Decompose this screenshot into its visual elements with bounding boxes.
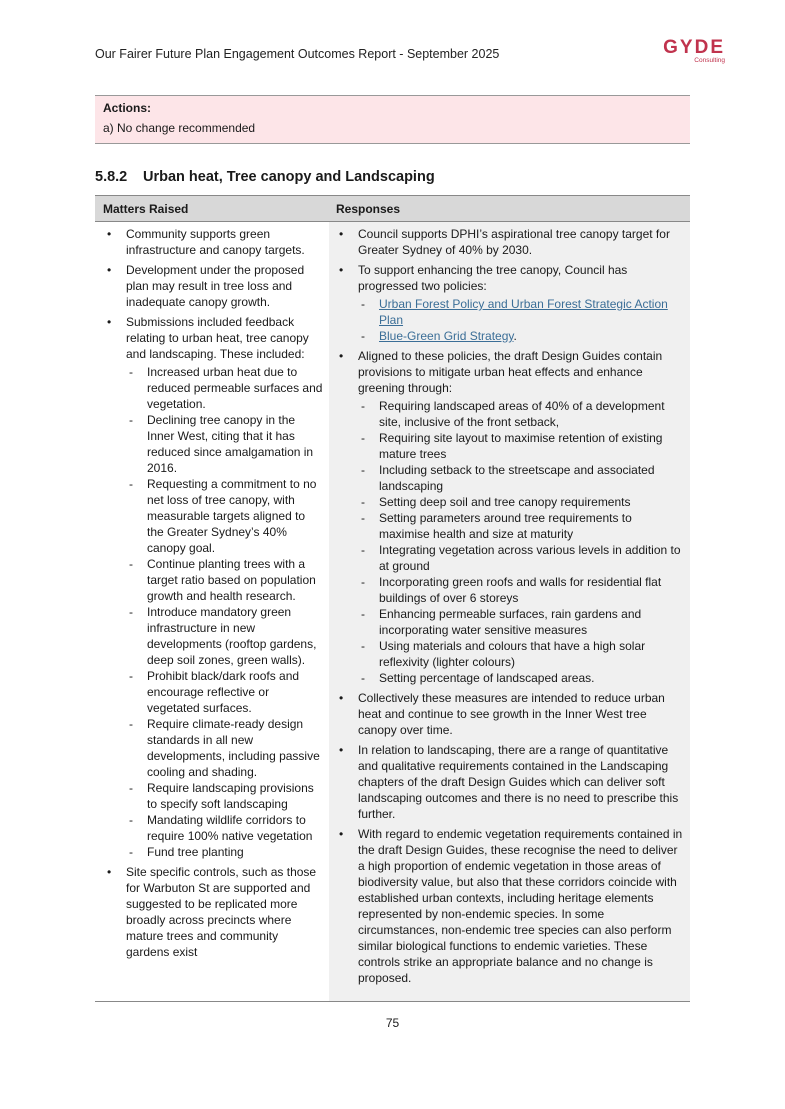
response-subitem: - Requiring landscaped areas of 40% of a development site, inclusive of the front setback, <box>358 398 685 430</box>
response-item: • Collectively these measures are intended to reduce urban heat and continue to see growth in the Inner West tree canopy over time. <box>335 690 685 738</box>
matter-item: • Site specific controls, such as those for Warbuton St are supported and suggested to be replicated more broadly across precincts where mature trees and community gardens exist <box>103 864 323 960</box>
matter-subitem: - Prohibit black/dark roofs and encourage reflective or vegetated surfaces. <box>126 668 323 716</box>
matter-subitem: - Increased urban heat due to reduced permeable surfaces and vegetation. <box>126 364 323 412</box>
matter-subitem: - Fund tree planting <box>126 844 323 860</box>
logo-subtitle: Consulting <box>694 57 725 64</box>
gyde-logo <box>640 38 725 64</box>
response-subitem: - Setting parameters around tree requirements to maximise health and size at maturity <box>358 510 685 542</box>
response-item-text: To support enhancing the tree canopy, Council has progressed two policies: <box>358 263 628 293</box>
matter-item: • Development under the proposed plan may result in tree loss and inadequate canopy growth. <box>103 262 323 310</box>
matter-subitem: - Declining tree canopy in the Inner West, citing that it has reduced since amalgamation in 2016. <box>126 412 323 476</box>
matter-subitem: - Continue planting trees with a target ratio based on population growth and health research. <box>126 556 323 604</box>
logo-wordmark: GYDE <box>663 37 725 58</box>
actions-box <box>95 95 690 144</box>
actions-text: a) No change recommended <box>103 121 256 135</box>
report-title: Our Fairer Future Plan Engagement Outcomes Report - September 2025 <box>95 47 500 61</box>
response-item: • In relation to landscaping, there are a range of quantitative and qualitative requirements contained in the Landscaping chapters of the draft Design Guides which can deliver soft landscaping outcomes and there is no need to prescribe this further. <box>335 742 685 822</box>
matters-raised-cell <box>103 226 323 964</box>
response-subitem: - Enhancing permeable surfaces, rain gardens and incorporating water sensitive measures <box>358 606 685 638</box>
link-suffix: . <box>513 329 517 343</box>
col-header-responses: Responses <box>336 202 401 216</box>
matters-responses-table <box>95 195 690 1002</box>
response-item: • Council supports DPHI’s aspirational tree canopy target for Greater Sydney of 40% by 2030. <box>335 226 685 258</box>
response-item: • With regard to endemic vegetation requirements contained in the draft Design Guides, these recognise the need to deliver a high proportion of endemic vegetation in those areas of biodiversity value, but also that these corridors coincide with established urban contexts, including heritage elements represented by non-endemic species. In some circumstances, non-endemic tree species can also perform similar biological functions to endemic varieties. These controls strike an appropriate balance and no change is proposed. <box>335 826 685 986</box>
matter-subitem: - Requesting a commitment to no net loss of tree canopy, with measurable targets aligned to the Greater Sydney’s 40% canopy goal. <box>126 476 323 556</box>
matter-subitem: - Require climate-ready design standards in all new developments, including passive cooling and shading. <box>126 716 323 780</box>
response-item <box>335 262 685 344</box>
response-subitem: - Setting deep soil and tree canopy requirements <box>358 494 685 510</box>
response-item-text: Aligned to these policies, the draft Design Guides contain provisions to mitigate urban heat effects and enhance greening through: <box>358 349 663 395</box>
response-subitem: - Setting percentage of landscaped areas. <box>358 670 685 686</box>
response-subitem: - Incorporating green roofs and walls for residential flat buildings of over 6 storeys <box>358 574 685 606</box>
section-heading <box>95 169 435 185</box>
section-title: Urban heat, Tree canopy and Landscaping <box>143 169 435 185</box>
urban-forest-policy-link[interactable]: Urban Forest Policy and Urban Forest Strategic Action Plan <box>379 297 668 327</box>
policy-link-item <box>358 296 685 328</box>
table-header <box>95 196 690 222</box>
blue-green-grid-link[interactable]: Blue-Green Grid Strategy <box>379 329 514 343</box>
col-header-matters: Matters Raised <box>103 202 189 216</box>
matter-subitem: - Require landscaping provisions to specify soft landscaping <box>126 780 323 812</box>
response-subitem: - Integrating vegetation across various levels in addition to at ground <box>358 542 685 574</box>
matter-item: • Community supports green infrastructure and canopy targets. <box>103 226 323 258</box>
response-subitem: - Including setback to the streetscape and associated landscaping <box>358 462 685 494</box>
matter-item-text: Submissions included feedback relating to urban heat, tree canopy and landscaping. These included: <box>126 315 309 361</box>
response-item <box>335 348 685 686</box>
response-subitem: - Using materials and colours that have a high solar reflexivity (lighter colours) <box>358 638 685 670</box>
responses-cell <box>335 226 685 990</box>
policy-link-item <box>358 328 685 344</box>
section-number: 5.8.2 <box>95 169 128 185</box>
actions-title: Actions: <box>103 101 151 115</box>
matter-subitem: - Mandating wildlife corridors to require 100% native vegetation <box>126 812 323 844</box>
matter-subitem: - Introduce mandatory green infrastructure in new developments (rooftop gardens, deep soil zones, green walls). <box>126 604 323 668</box>
response-subitem: - Requiring site layout to maximise retention of existing mature trees <box>358 430 685 462</box>
page-number: 75 <box>385 1016 400 1030</box>
matter-item <box>103 314 323 860</box>
